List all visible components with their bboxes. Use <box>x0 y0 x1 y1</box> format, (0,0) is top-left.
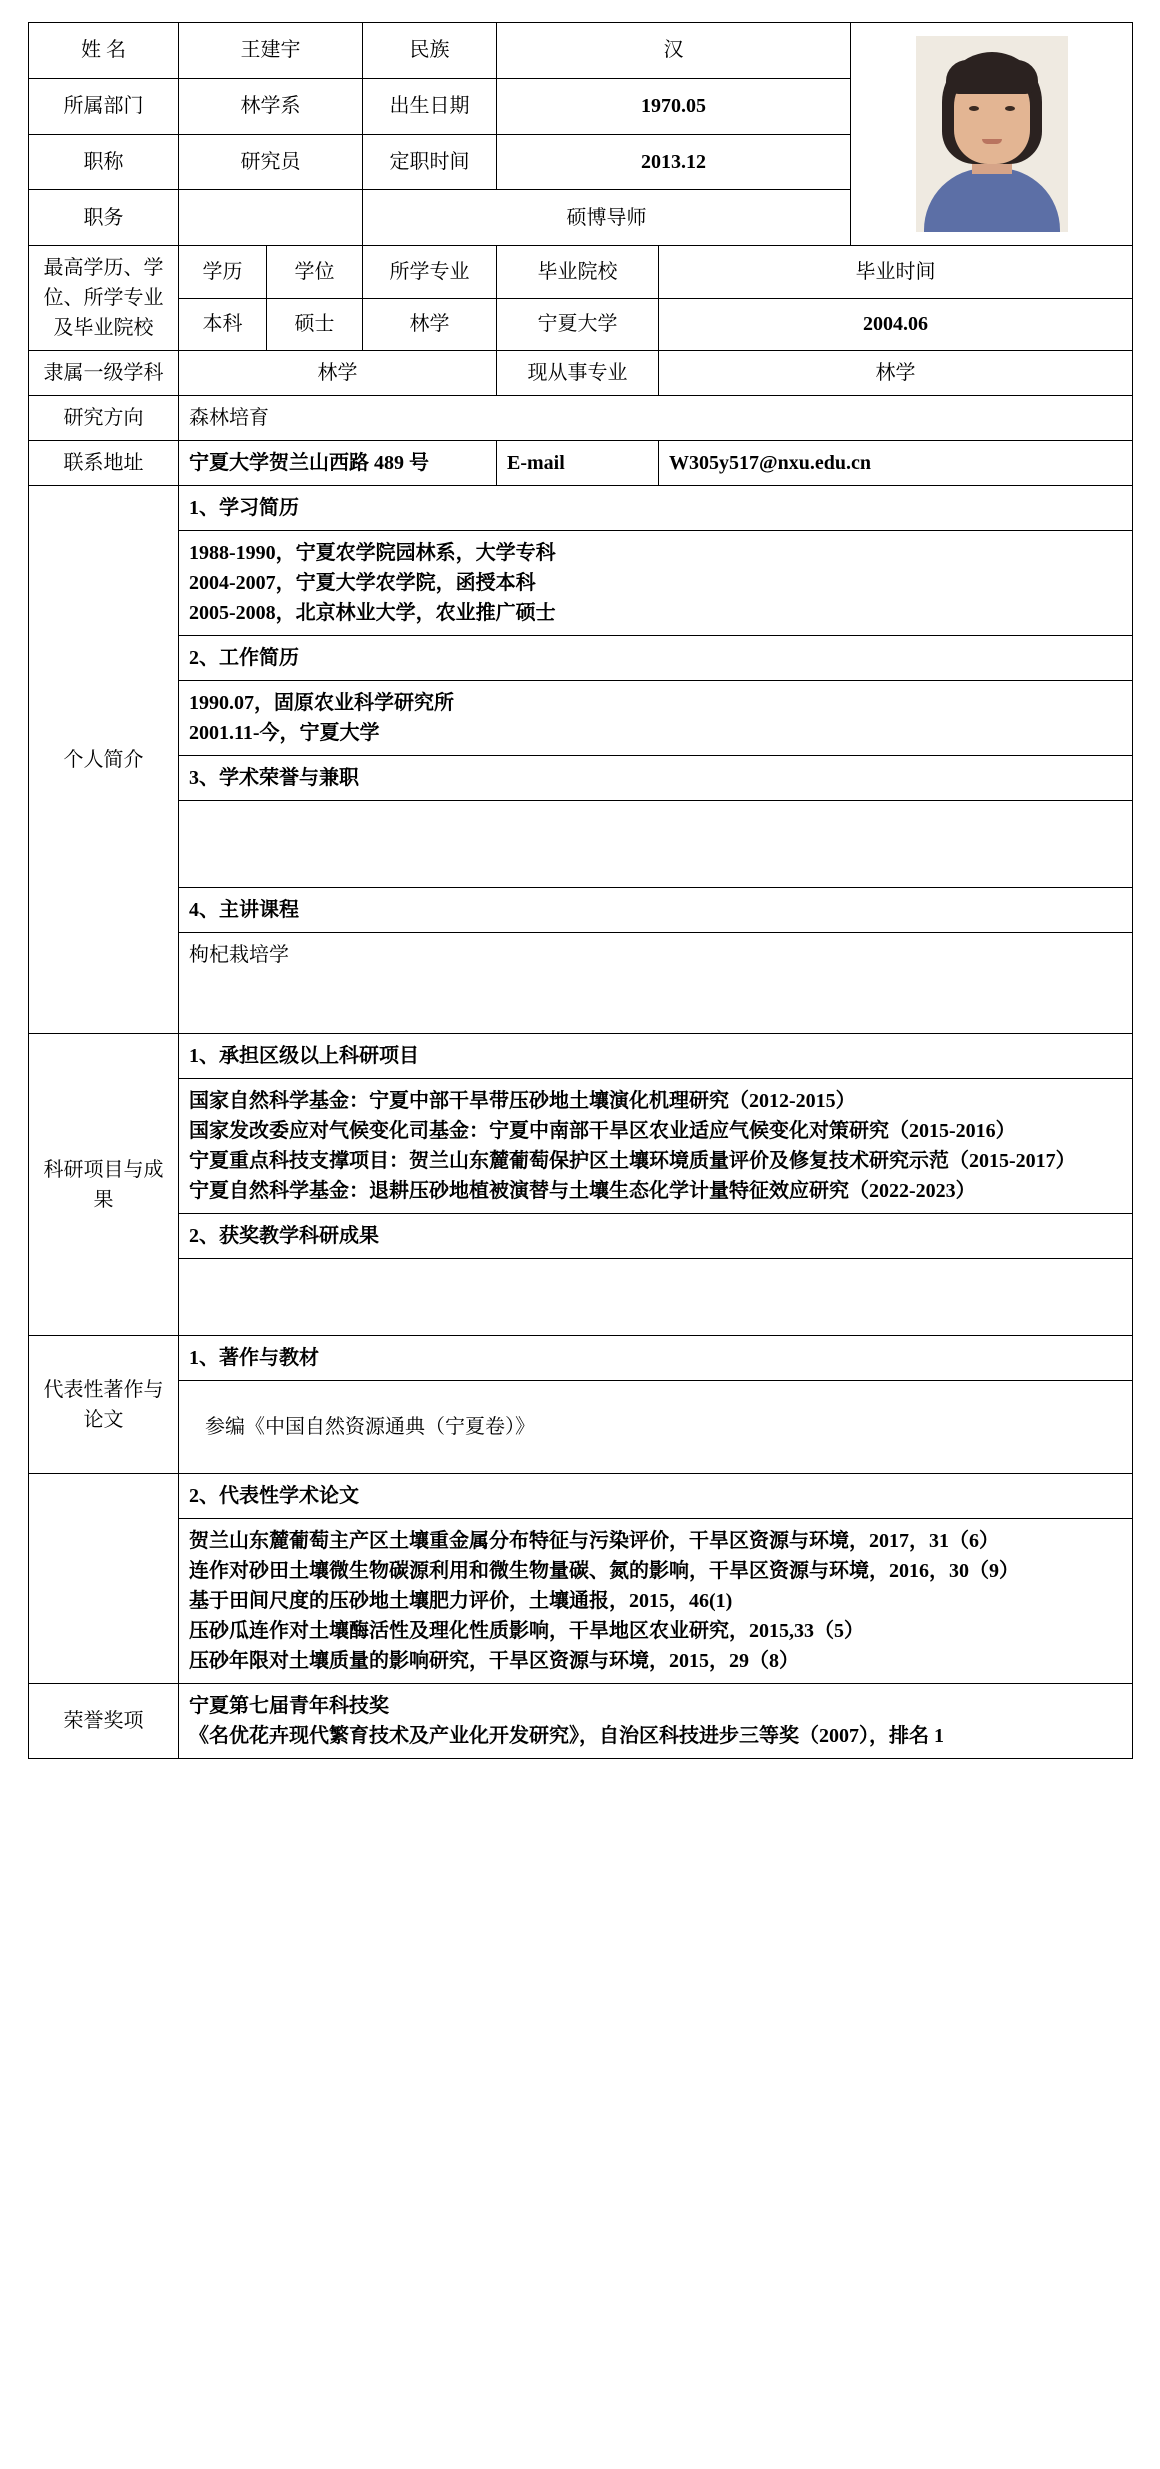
table-row-papers-list <box>29 1519 1133 1684</box>
profile-heading-honor: 3、学术荣誉与兼职 <box>179 756 1133 801</box>
profile-course-line: 枸杞栽培学 <box>189 944 289 966</box>
table-row-projects-list <box>29 1079 1133 1214</box>
profile-study-line: 2005-2008，北京林业大学，农业推广硕士 <box>189 602 556 624</box>
label-department: 所属部门 <box>29 78 179 134</box>
label-research-direction: 研究方向 <box>29 396 179 441</box>
profile-course-lines <box>179 933 1133 1034</box>
paper-line: 贺兰山东麓葡萄主产区土壤重金属分布特征与污染评价，干旱区资源与环境，2017，31（6） <box>189 1530 999 1552</box>
value-duty: 硕博导师 <box>363 190 851 246</box>
label-publications-papers <box>29 1474 179 1684</box>
project-line: 宁夏自然科学基金：退耕压砂地植被演替与土壤生态化学计量特征效应研究（2022-2023） <box>189 1180 976 1202</box>
label-education-level: 学历 <box>179 246 267 299</box>
table-row-honors <box>29 1684 1133 1759</box>
profile-honor-lines <box>179 801 1133 888</box>
table-row-profile-study-heading <box>29 486 1133 531</box>
table-row-profile-honor-blank <box>29 801 1133 888</box>
profile-work-line: 2001.11-今，宁夏大学 <box>189 722 380 744</box>
table-row-profile-study <box>29 531 1133 636</box>
value-email: W305y517@nxu.edu.cn <box>659 441 1133 486</box>
profile-heading-study: 1、学习简历 <box>179 486 1133 531</box>
label-birthdate: 出生日期 <box>363 78 497 134</box>
label-email: E-mail <box>497 441 659 486</box>
table-row-books-list <box>29 1381 1133 1474</box>
table-row-discipline <box>29 351 1133 396</box>
honor-line: 《名优花卉现代繁育技术及产业化开发研究》，自治区科技进步三等奖（2007），排名 1 <box>189 1725 944 1747</box>
table-row-books-heading <box>29 1336 1133 1381</box>
value-research-direction: 森林培育 <box>179 396 1133 441</box>
table-row-profile-course <box>29 933 1133 1034</box>
projects-heading-projects: 1、承担区级以上科研项目 <box>179 1034 1133 1079</box>
label-name: 姓 名 <box>29 23 179 79</box>
label-current-major: 现从事专业 <box>497 351 659 396</box>
value-current-major: 林学 <box>659 351 1133 396</box>
honors-list <box>179 1684 1133 1759</box>
project-line: 国家自然科学基金：宁夏中部干旱带压砂地土壤演化机理研究（2012-2015） <box>189 1090 856 1112</box>
profile-study-lines <box>179 531 1133 636</box>
portrait-photo <box>916 36 1068 232</box>
papers-list <box>179 1519 1133 1684</box>
cv-table <box>28 22 1133 1759</box>
value-duty-blank <box>179 190 363 246</box>
value-school: 宁夏大学 <box>497 298 659 351</box>
profile-heading-work: 2、工作简历 <box>179 636 1133 681</box>
awards-list <box>179 1259 1133 1336</box>
table-row-profile-course-heading <box>29 888 1133 933</box>
label-publications: 代表性著作与论文 <box>29 1336 179 1474</box>
project-line: 国家发改委应对气候变化司基金：宁夏中南部干旱区农业适应气候变化对策研究（2015-2016） <box>189 1120 1016 1142</box>
table-row-education-values <box>29 298 1133 351</box>
label-profile: 个人简介 <box>29 486 179 1034</box>
profile-work-line: 1990.07，固原农业科学研究所 <box>189 692 454 714</box>
table-row-profile-work <box>29 681 1133 756</box>
label-education-block: 最高学历、学位、所学专业及毕业院校 <box>29 246 179 351</box>
label-title: 职称 <box>29 134 179 190</box>
paper-line: 连作对砂田土壤微生物碳源利用和微生物量碳、氮的影响，干旱区资源与环境，2016，30（9） <box>189 1560 1019 1582</box>
value-major: 林学 <box>363 298 497 351</box>
label-major: 所学专业 <box>363 246 497 299</box>
table-row-name <box>29 23 1133 79</box>
label-projects: 科研项目与成果 <box>29 1034 179 1336</box>
table-row-awards-heading <box>29 1214 1133 1259</box>
value-first-discipline: 林学 <box>179 351 497 396</box>
table-row-profile-honor-heading <box>29 756 1133 801</box>
label-school: 毕业院校 <box>497 246 659 299</box>
value-ethnicity: 汉 <box>497 23 851 79</box>
label-first-discipline: 隶属一级学科 <box>29 351 179 396</box>
profile-study-line: 2004-2007，宁夏大学农学院，函授本科 <box>189 572 536 594</box>
table-row-education-header <box>29 246 1133 299</box>
value-degree: 硕士 <box>267 298 363 351</box>
profile-work-lines <box>179 681 1133 756</box>
honor-line: 宁夏第七届青年科技奖 <box>189 1695 389 1717</box>
label-duty: 职务 <box>29 190 179 246</box>
projects-heading-awards: 2、获奖教学科研成果 <box>179 1214 1133 1259</box>
publications-heading-books: 1、著作与教材 <box>179 1336 1133 1381</box>
value-birthdate: 1970.05 <box>497 78 851 134</box>
profile-study-line: 1988-1990，宁夏农学院园林系，大学专科 <box>189 542 556 564</box>
table-row-papers-heading <box>29 1474 1133 1519</box>
projects-list <box>179 1079 1133 1214</box>
profile-heading-course: 4、主讲课程 <box>179 888 1133 933</box>
table-row-contact <box>29 441 1133 486</box>
value-education-level: 本科 <box>179 298 267 351</box>
value-title: 研究员 <box>179 134 363 190</box>
table-row-projects-heading <box>29 1034 1133 1079</box>
value-name: 王建宇 <box>179 23 363 79</box>
table-row-awards-blank <box>29 1259 1133 1336</box>
label-ethnicity: 民族 <box>363 23 497 79</box>
label-tenure-date: 定职时间 <box>363 134 497 190</box>
paper-line: 基于田间尺度的压砂地土壤肥力评价，土壤通报，2015，46(1) <box>189 1590 733 1612</box>
photo-cell <box>851 23 1133 246</box>
label-graduation-time: 毕业时间 <box>659 246 1133 299</box>
value-tenure-date: 2013.12 <box>497 134 851 190</box>
table-row-profile-work-heading <box>29 636 1133 681</box>
label-honors: 荣誉奖项 <box>29 1684 179 1759</box>
paper-line: 压砂瓜连作对土壤酶活性及理化性质影响，干旱地区农业研究，2015,33（5） <box>189 1620 864 1642</box>
value-graduation-time: 2004.06 <box>659 298 1133 351</box>
label-degree: 学位 <box>267 246 363 299</box>
publications-heading-papers: 2、代表性学术论文 <box>179 1474 1133 1519</box>
value-department: 林学系 <box>179 78 363 134</box>
table-row-research-direction <box>29 396 1133 441</box>
books-list <box>179 1381 1133 1474</box>
value-contact-address: 宁夏大学贺兰山西路 489 号 <box>179 441 497 486</box>
project-line: 宁夏重点科技支撑项目：贺兰山东麓葡萄保护区土壤环境质量评价及修复技术研究示范（2015-2017） <box>189 1150 1076 1172</box>
label-contact-address: 联系地址 <box>29 441 179 486</box>
book-line: 参编《中国自然资源通典（宁夏卷）》 <box>205 1416 535 1438</box>
paper-line: 压砂年限对土壤质量的影响研究，干旱区资源与环境，2015，29（8） <box>189 1650 799 1672</box>
